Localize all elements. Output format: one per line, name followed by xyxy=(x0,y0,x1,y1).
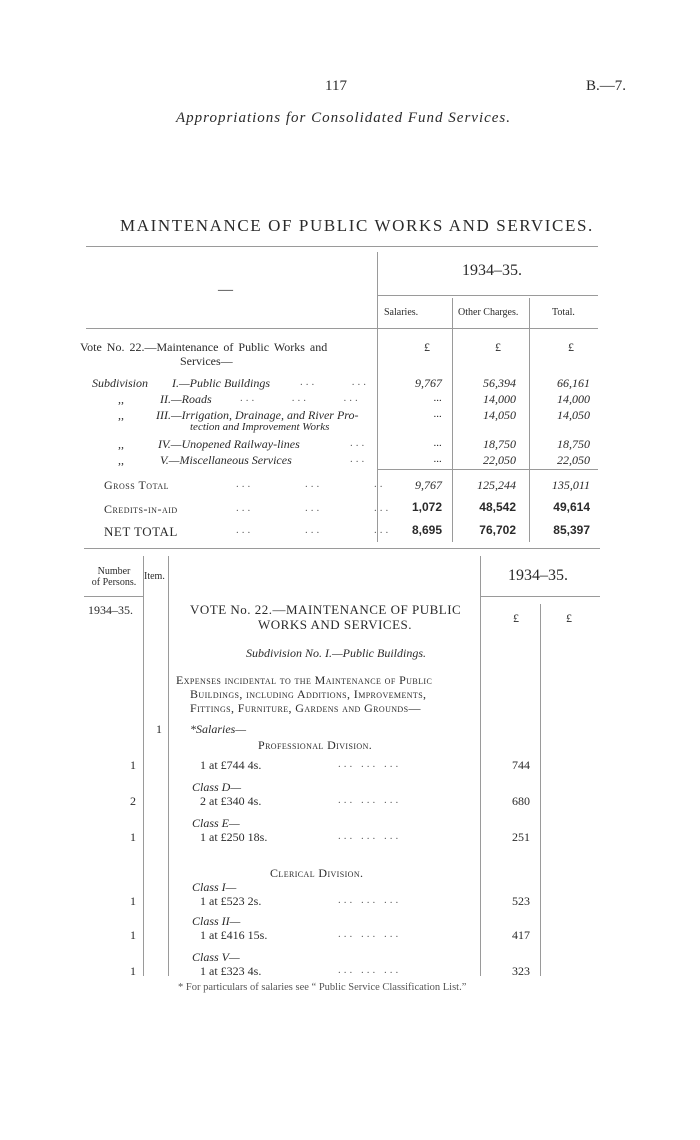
summary-year: 1934–35. xyxy=(462,262,522,279)
row-other: 14,000 xyxy=(483,392,516,406)
row-other: 14,050 xyxy=(483,408,516,422)
col-persons-label: of Persons. xyxy=(91,577,137,588)
subdivision-label-continued: tection and Improvement Works xyxy=(190,421,330,433)
gross-total-salaries: 9,767 xyxy=(415,478,442,492)
pound-sign: £ xyxy=(513,611,519,625)
salary-line: 1 at £250 18s. xyxy=(200,830,268,844)
summary-year-rule xyxy=(378,295,598,296)
page-title: Appropriations for Consolidated Fund Services. xyxy=(176,110,512,126)
net-total-salaries: 8,695 xyxy=(411,523,442,537)
persons-count: 1 xyxy=(130,894,136,908)
subdivision-heading: Subdivision No. I.—Public Buildings. xyxy=(246,646,426,660)
pound-sign: £ xyxy=(566,611,572,625)
col-item-label: Item. xyxy=(144,571,165,582)
row-total: 66,161 xyxy=(557,376,590,390)
vote-line-2: Services— xyxy=(180,354,233,368)
persons-count: 2 xyxy=(130,794,136,808)
leader-dots: ... ... ... xyxy=(338,830,402,842)
persons-col-rule xyxy=(143,556,144,976)
persons-count: 1 xyxy=(130,830,136,844)
page-number: 117 xyxy=(325,78,347,94)
col-other-charges: Other Charges. xyxy=(458,307,519,318)
row-other: 56,394 xyxy=(483,376,516,390)
row-total: 18,750 xyxy=(557,437,590,451)
subdivision-prefix: ,, xyxy=(118,392,124,406)
pound-sign: £ xyxy=(568,340,574,354)
year-right: 1934–35. xyxy=(508,567,568,584)
persons-count: 1 xyxy=(130,928,136,942)
class-label: Class V— xyxy=(192,950,240,964)
summary-col-rule-1 xyxy=(452,298,453,542)
leader-dots: ... ... .. xyxy=(236,478,386,490)
salary-amount: 417 xyxy=(512,928,530,942)
amount-col-rule xyxy=(480,556,481,976)
salary-amount: 523 xyxy=(512,894,530,908)
professional-division-heading: Professional Division. xyxy=(258,738,373,752)
item-col-rule xyxy=(168,556,169,976)
row-salaries: ... xyxy=(433,437,442,449)
col-salaries: Salaries. xyxy=(384,307,419,318)
class-label: Class II— xyxy=(192,914,241,928)
leader-dots: ... ... xyxy=(300,376,369,388)
subdivision-label: V.—Miscellaneous Services xyxy=(160,453,292,467)
row-salaries: 9,767 xyxy=(415,376,442,390)
subdivision-prefix: Subdivision xyxy=(92,376,148,390)
salaries-heading: *Salaries— xyxy=(190,722,247,736)
summary-top-rule xyxy=(86,246,598,247)
salary-line: 1 at £416 15s. xyxy=(200,928,268,942)
row-salaries: ... xyxy=(433,453,442,465)
footnote: * For particulars of salaries see “ Public Service Classification List.” xyxy=(178,982,467,993)
gross-total-label: Gross Total xyxy=(104,478,169,492)
document-reference: B.—7. xyxy=(586,78,627,94)
gross-total-other: 125,244 xyxy=(477,478,516,492)
row-total: 22,050 xyxy=(557,453,590,467)
credits-total: 49,614 xyxy=(553,500,590,514)
summary-dash: — xyxy=(218,282,233,298)
salary-line: 2 at £340 4s. xyxy=(200,794,262,808)
class-label: Class I— xyxy=(192,880,237,894)
credits-other: 48,542 xyxy=(479,500,516,514)
subdivision-label: III.—Irrigation, Drainage, and River Pro- xyxy=(156,408,359,422)
net-total-total: 85,397 xyxy=(553,523,590,537)
clerical-division-heading: Clerical Division. xyxy=(270,866,364,880)
leader-dots: ... xyxy=(350,437,368,449)
persons-head-rule xyxy=(84,596,144,597)
row-other: 18,750 xyxy=(483,437,516,451)
salary-amount: 680 xyxy=(512,794,530,808)
row-other: 22,050 xyxy=(483,453,516,467)
subdivision-prefix: ,, xyxy=(118,437,124,451)
subtotal-rule xyxy=(378,469,598,470)
vote-title-1: VOTE No. 22.—MAINTENANCE OF PUBLIC xyxy=(190,602,462,617)
persons-count: 1 xyxy=(130,964,136,978)
expenses-line-3: Fittings, Furniture, Gardens and Grounds— xyxy=(190,701,421,715)
pound-sign: £ xyxy=(495,340,501,354)
leader-dots: ... xyxy=(350,453,368,465)
pound-sign: £ xyxy=(424,340,430,354)
summary-col-rule-2 xyxy=(529,298,530,542)
col-number-label: Number xyxy=(97,566,131,577)
net-total-other: 76,702 xyxy=(479,523,516,537)
net-total-label: NET TOTAL xyxy=(104,524,178,539)
salary-line: 1 at £523 2s. xyxy=(200,894,262,908)
amount-head-rule xyxy=(481,596,600,597)
salary-line: 1 at £744 4s. xyxy=(200,758,262,772)
detail-top-rule xyxy=(84,548,600,549)
row-salaries: ... xyxy=(433,392,442,404)
subdivision-prefix: ,, xyxy=(118,453,124,467)
section-title: MAINTENANCE OF PUBLIC WORKS AND SERVICES. xyxy=(120,216,594,235)
class-label: Class E— xyxy=(192,816,240,830)
leader-dots: ... ... ... xyxy=(338,928,402,940)
subdivision-label: IV.—Unopened Railway-lines xyxy=(158,437,300,451)
subdivision-label: II.—Roads xyxy=(160,392,212,406)
subdivision-prefix: ,, xyxy=(118,408,124,422)
leader-dots: ... ... ... xyxy=(236,502,392,514)
salary-line: 1 at £323 4s. xyxy=(200,964,262,978)
vote-title-2: WORKS AND SERVICES. xyxy=(258,617,413,632)
persons-count: 1 xyxy=(130,758,136,772)
vote-line-1: Vote No. 22.—Maintenance of Public Works and xyxy=(80,340,328,354)
row-total: 14,000 xyxy=(557,392,590,406)
leader-dots: ... ... ... xyxy=(240,392,361,404)
salary-amount: 251 xyxy=(512,830,530,844)
leader-dots: ... ... ... xyxy=(338,758,402,770)
leader-dots: ... ... ... xyxy=(338,894,402,906)
leader-dots: ... ... ... xyxy=(236,524,392,536)
col-total: Total. xyxy=(552,307,575,318)
salary-amount: 323 xyxy=(512,964,530,978)
row-salaries: ... xyxy=(433,408,442,420)
credits-in-aid-label: Credits-in-aid xyxy=(104,502,178,516)
salary-amount: 744 xyxy=(512,758,530,772)
expenses-line-1: Expenses incidental to the Maintenance of Public xyxy=(176,673,433,687)
expenses-line-2: Buildings, including Additions, Improvements, xyxy=(190,687,427,701)
credits-salaries: 1,072 xyxy=(411,500,442,514)
class-label: Class D— xyxy=(192,780,242,794)
item-number: 1 xyxy=(156,722,162,736)
leader-dots: ... ... ... xyxy=(338,794,402,806)
year-left: 1934–35. xyxy=(88,603,133,617)
row-total: 14,050 xyxy=(557,408,590,422)
leader-dots: ... ... ... xyxy=(338,964,402,976)
summary-head-rule xyxy=(86,328,598,329)
subdivision-label: I.—Public Buildings xyxy=(172,376,270,390)
gross-total-total: 135,011 xyxy=(551,478,590,492)
amount-inner-rule xyxy=(540,604,541,976)
